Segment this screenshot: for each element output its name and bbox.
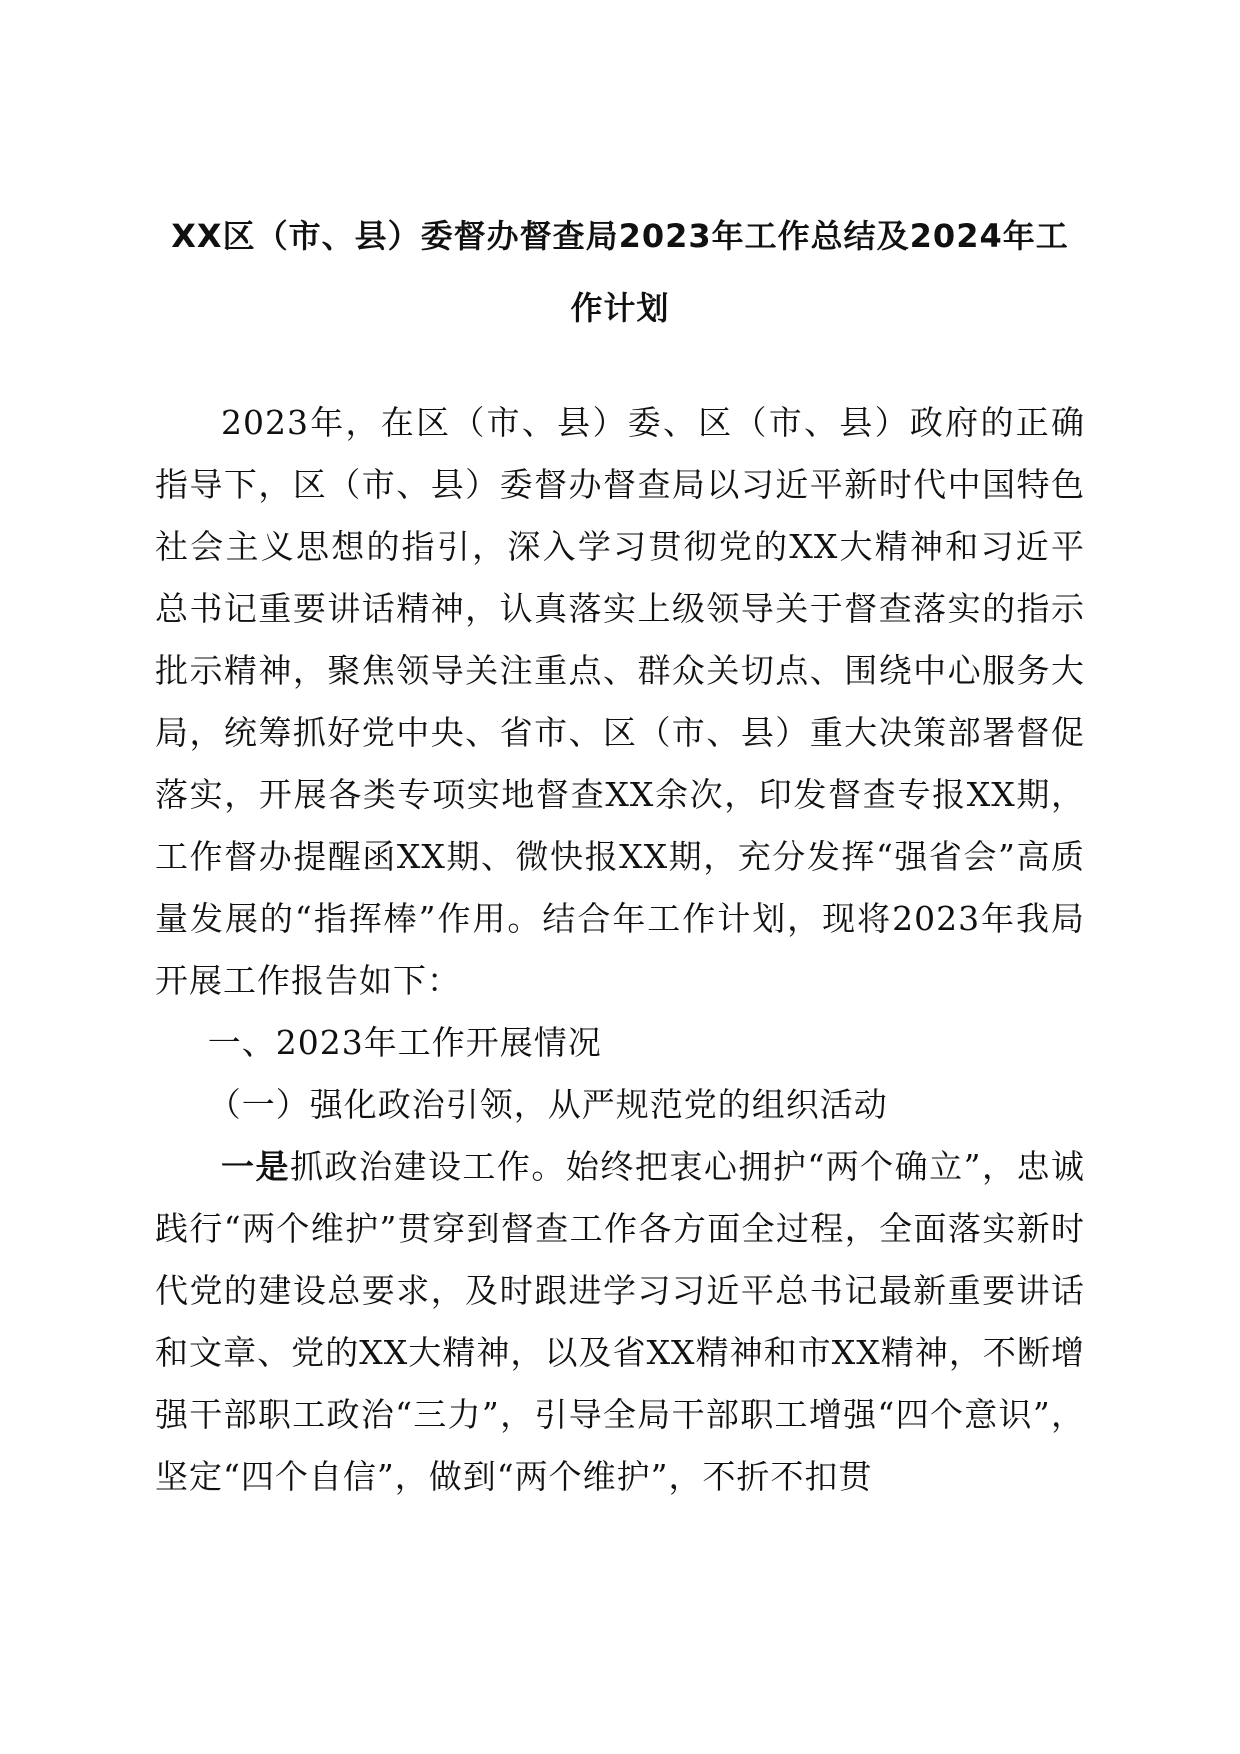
document-title: XX区（市、县）委督办督查局2023年工作总结及2024年工作计划 bbox=[171, 217, 1069, 327]
point-text: 抓政治建设工作。始终把衷心拥护“两个确立”，忠诚践行“两个维护”贯穿到督查工作各方面全过程，全面落实新时代党的建设总要求，及时跟进学习习近平总书记最新重要讲话和文章、党的XX大精神，以及省XX精神和市XX精神，不断增强干部职工政治“三力”，引导全局干部职工增强“四个意识”，坚定“四个自信”，做到“两个维护”，不折不扣贯 bbox=[155, 1147, 1085, 1496]
point-lead: 一是 bbox=[221, 1147, 290, 1186]
subsection-heading: （一）强化政治引领，从严规范党的组织活动 bbox=[207, 1085, 888, 1124]
point-paragraph bbox=[155, 1136, 1085, 1508]
document-body bbox=[155, 200, 1085, 1508]
section-heading: 一、2023年工作开展情况 bbox=[207, 1023, 602, 1062]
intro-paragraph: 2023年，在区（市、县）委、区（市、县）政府的正确指导下，区（市、县）委督办督查局以习近平新时代中国特色社会主义思想的指引，深入学习贯彻党的XX大精神和习近平总书记重要讲话精神，认真落实上级领导关于督查落实的指示批示精神，聚焦领导关注重点、群众关切点、围绕中心服务大局，统筹抓好党中央、省市、区（市、县）重大决策部署督促落实，开展各类专项实地督查XX余次，印发督查专报XX期，工作督办提醒函XX期、微快报XX期，充分发挥“强省会”高质量发展的“指挥棒”作用。结合年工作计划，现将2023年我局开展工作报告如下： bbox=[155, 403, 1085, 1000]
